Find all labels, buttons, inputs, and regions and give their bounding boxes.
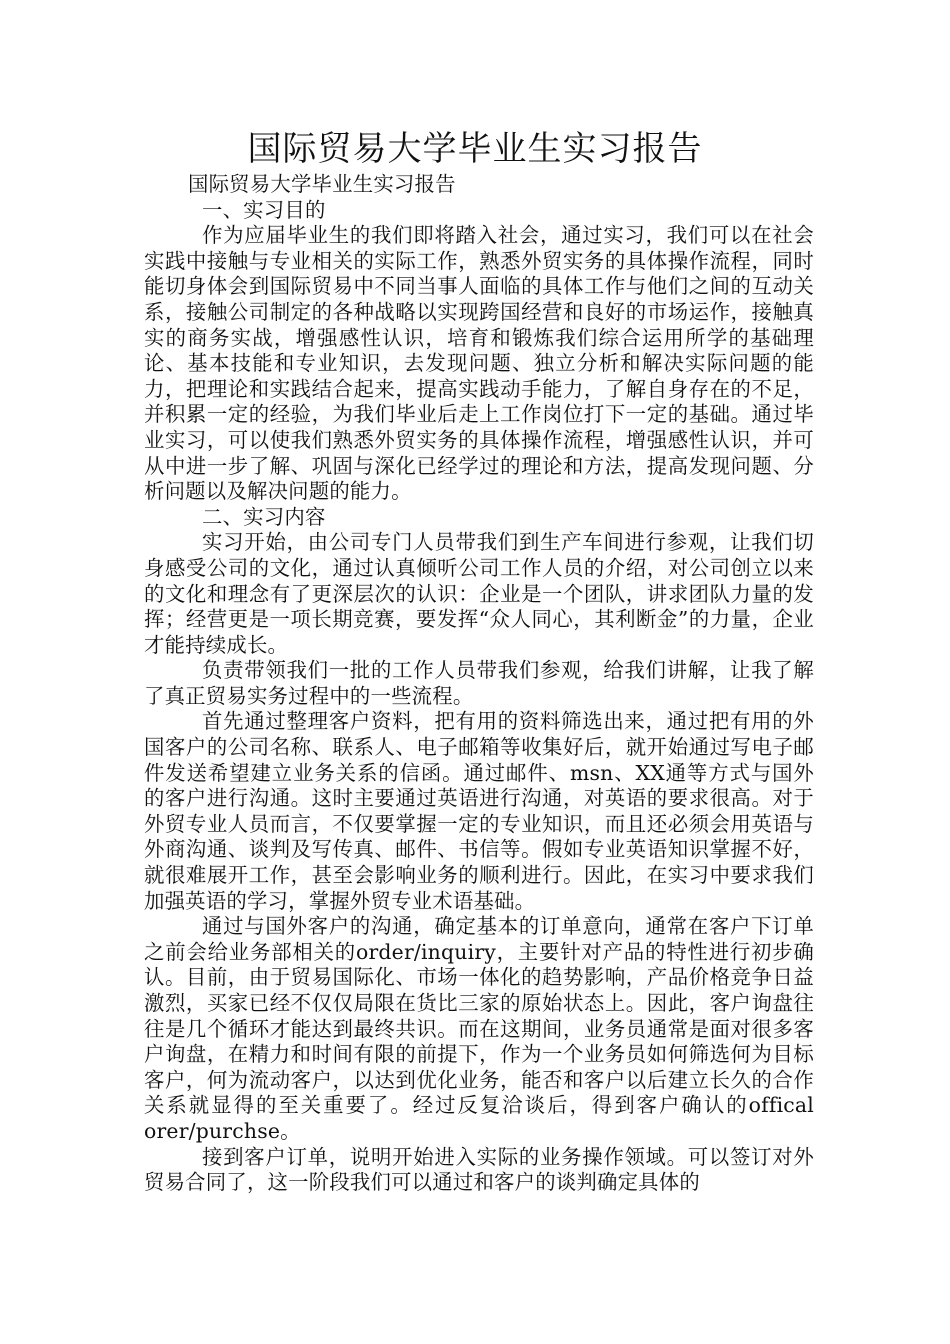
paragraph-client-contact: 首先通过整理客户资料，把有用的资料筛选出来，通过把有用的外国客户的公司名称、联系人、电子邮箱等收集好后，就开始通过写电子邮件发送希望建立业务关系的信函。通过邮件、msn、XX通等方式与国外的客户进行沟通。这时主要通过英语进行沟通，对英语的要求很高。对于外贸专业人员而言，不仅要掌握一定的专业知识，而且还必须会用英语与外商沟通、谈判及写传真、邮件、书信等。假如专业英语知识掌握不好，就很难展开工作，甚至会影响业务的顺利进行。因此，在实习中要求我们加强英语的学习，掌握外贸专业术语基础。 (144, 709, 814, 913)
section-heading-content: 二、实习内容 (202, 504, 326, 529)
paragraph-company-visit: 实习开始，由公司专门人员带我们到生产车间进行参观，让我们切身感受公司的文化，通过认真倾听公司工作人员的介绍，对公司创立以来的文化和理念有了更深层次的认识：企业是一个团队，讲求团队力量的发挥；经营更是一项长期竞赛，要发挥“众人同心，其利断金”的力量，企业才能持续成长。 (144, 530, 814, 657)
paragraph-staff-guide: 负责带领我们一批的工作人员带我们参观，给我们讲解，让我了解了真正贸易实务过程中的一些流程。 (144, 658, 814, 708)
paragraph-order-inquiry: 通过与国外客户的沟通，确定基本的订单意向，通常在客户下订单之前会给业务部相关的order/inquiry，主要针对产品的特性进行初步确认。目前，由于贸易国际化、市场一体化的趋势影响，产品价格竞争日益激烈，买家已经不仅仅局限在货比三家的原始状态上。因此，客户询盘往往是几个循环才能达到最终共识。而在这期间，业务员通常是面对很多客户询盘，在精力和时间有限的前提下，作为一个业务员如何筛选何为目标客户，何为流动客户，以达到优化业务，能否和客户以后建立长久的合作关系就显得的至关重要了。经过反复洽谈后，得到客户确认的offical orer/purchse。 (144, 914, 814, 1143)
paragraph-purpose: 作为应届毕业生的我们即将踏入社会，通过实习，我们可以在社会实践中接触与专业相关的实际工作，熟悉外贸实务的具体操作流程，同时能切身体会到国际贸易中不同当事人面临的具体工作与他们之间的互动关系，接触公司制定的各种战略以实现跨国经营和良好的市场运作，接触真实的商务实战，增强感性认识，培育和锻炼我们综合运用所学的基础理论、基本技能和专业知识，去发现问题、独立分析和解决实际问题的能力，把理论和实践结合起来，提高实践动手能力，了解自身存在的不足，并积累一定的经验，为我们毕业后走上工作岗位打下一定的基础。通过毕业实习，可以使我们熟悉外贸实务的具体操作流程，增强感性认识，并可从中进一步了解、巩固与深化已经学过的理论和方法，提高发现问题、分析问题以及解决问题的能力。 (144, 223, 814, 504)
paragraph-contract: 接到客户订单，说明开始进入实际的业务操作领域。可以签订对外贸易合同了，这一阶段我们可以通过和客户的谈判确定具体的 (144, 1144, 814, 1195)
document-body (144, 172, 814, 1196)
document-subtitle: 国际贸易大学毕业生实习报告 (188, 172, 456, 196)
page-title: 国际贸易大学毕业生实习报告 (247, 129, 703, 169)
section-heading-purpose: 一、实习目的 (202, 197, 326, 222)
